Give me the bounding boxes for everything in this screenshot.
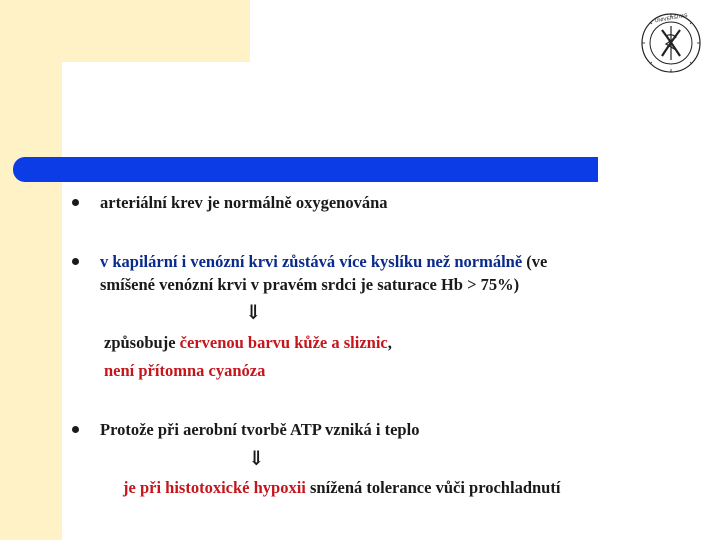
consequence-1-prefix: způsobuje bbox=[104, 333, 180, 352]
consequence-2-rest: snížená tolerance vůči prochladnutí bbox=[305, 478, 561, 497]
svg-text:UNIVERSITAS: UNIVERSITAS bbox=[654, 12, 689, 25]
consequence-2-line bbox=[123, 478, 560, 498]
bullet-2-highlight: v kapilární i venózní krvi zůstává více kyslíku než normálně bbox=[100, 252, 523, 271]
consequence-1-suffix: , bbox=[387, 333, 392, 352]
down-arrow-icon: ⇓ bbox=[248, 448, 265, 470]
decor-yellow-left bbox=[0, 0, 62, 540]
down-arrow-icon: ⇓ bbox=[245, 302, 262, 324]
bullet-2-rest: (ve bbox=[522, 252, 548, 271]
bullet-2-line-1 bbox=[100, 252, 547, 272]
university-seal-icon bbox=[640, 12, 702, 74]
consequence-2-highlight: je při histotoxické hypoxii bbox=[123, 478, 306, 497]
consequence-1-line-2: není přítomna cyanóza bbox=[104, 361, 266, 380]
bullet-marker bbox=[72, 258, 79, 265]
bullet-3-text: Protože při aerobní tvorbě ATP vzniká i teplo bbox=[100, 420, 420, 439]
bullet-marker bbox=[72, 199, 79, 206]
title-bar bbox=[13, 157, 598, 182]
consequence-1-highlight: červenou barvu kůže a sliznic bbox=[179, 333, 388, 352]
bullet-2-line-2: smíšené venózní krvi v pravém srdci je saturace Hb > 75%) bbox=[100, 275, 520, 294]
decor-white-corner bbox=[62, 62, 122, 122]
bullet-1-text: arteriální krev je normálně oxygenována bbox=[100, 193, 388, 212]
consequence-1-line-1 bbox=[104, 333, 392, 353]
bullet-marker bbox=[72, 426, 79, 433]
